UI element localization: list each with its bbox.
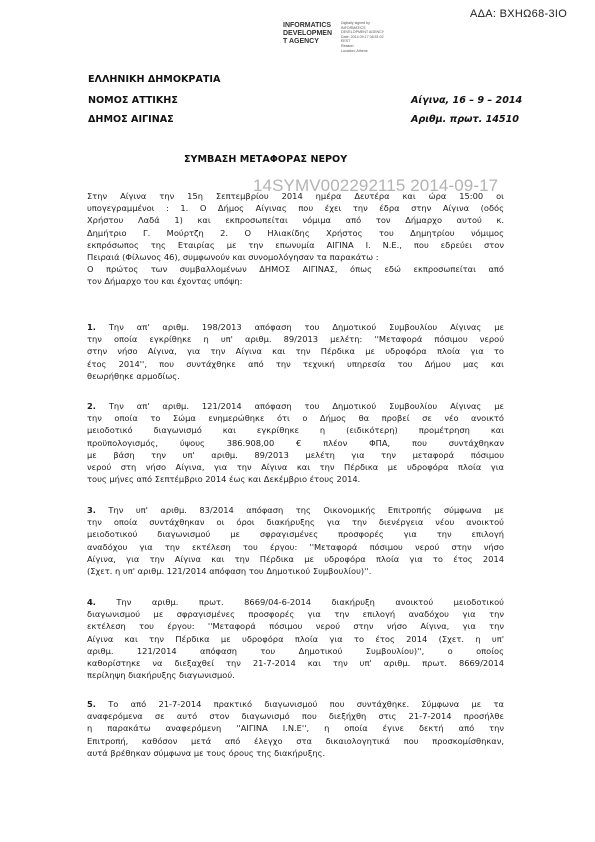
text-line: με βάση την υπ' αριθμ. 89/2013 μελέτη για την μεταφορά πόσιμου bbox=[87, 449, 504, 460]
text-line: υπογεγραμμένοι : 1. Ο Δήμος Αίγινας που έχει την έδρα στην Αίγινα (οδός bbox=[87, 203, 504, 214]
signature-organization bbox=[283, 22, 347, 46]
text-line: αναφερόμενα σε αυτό στον διαγωνισμό που διεξήχθη στις 21-7-2014 προσήλθε bbox=[87, 711, 504, 722]
diavgeia-watermark: 14SYMV002292115 2014-09-17 bbox=[253, 176, 499, 195]
signature-detail-line: Reason: bbox=[341, 43, 355, 48]
text-line: την οποία συντάχθηκαν οι όροι διακήρυξης για την διενέργεια νέου ανοικτού bbox=[87, 517, 504, 528]
text-line: τους μήνες από Σεπτέμβριο 2014 έως και Δεκέμβριο έτους 2014. bbox=[87, 474, 361, 485]
text-line: η παρακάτω αναφερόμενη ''ΑΙΓΙΝΑ Ι.Ν.Ε'', η οποία έγινε δεκτή από την bbox=[87, 723, 504, 734]
signature-org-line: T AGENCY bbox=[283, 38, 319, 45]
clause-5 bbox=[87, 698, 504, 759]
text-line: Την απ' αριθμ. 121/2014 απόφαση του Δημοτικού Συμβουλίου Αίγινας με bbox=[95, 401, 504, 411]
text-line: αυτά βρέθηκαν σύμφωνα με τους όρους της διακήρυξης. bbox=[87, 747, 326, 758]
text-line: Επιτροπή, καθόσον μετά από έλεγχο στα δικαιολογητικά που προσκομίσθηκαν, bbox=[87, 735, 504, 746]
signature-detail-line: Location: Athens bbox=[341, 48, 368, 53]
document-title: ΣΥΜΒΑΣΗ ΜΕΤΑΦΟΡΑΣ ΝΕΡΟΥ bbox=[184, 154, 348, 165]
signature-detail-line: Date: 2014.09.17 08:51:02 bbox=[341, 34, 384, 39]
signature-detail-line: EEST bbox=[341, 39, 351, 44]
text-line: αριθμ. 121/2014 απόφαση του Δημοτικού Συμβουλίου)'', ο οποίος bbox=[87, 645, 504, 656]
header-republic: ΕΛΛΗΝΙΚΗ ΔΗΜΟΚΡΑΤΙΑ bbox=[88, 74, 221, 85]
text-line: στην νήσο Αίγινα, για την Αίγινα και την Πέρδικα με υδροφόρα πλοία για το bbox=[87, 346, 504, 357]
clause-number: 4. bbox=[87, 597, 96, 607]
text-line: Αίγινα, για την Αίγινα και την Πέρδικα με υδροφόρα πλοία για το έτος 2014 bbox=[87, 553, 504, 564]
clause-number: 5. bbox=[87, 699, 96, 709]
text-line: περίληψη διακήρυξης διαγωνισμού. bbox=[87, 670, 235, 681]
signature-org-line: DEVELOPMEN bbox=[283, 30, 333, 37]
clause-number: 2. bbox=[87, 401, 96, 411]
text-line: διαγωνισμού με σφραγισμένες προσφορές για την επιλογή αναδόχου για την bbox=[87, 609, 504, 620]
text-line: την οποία εγκρίθηκε η υπ' αριθμ. 89/2013 μελέτη: ''Μεταφορά πόσιμου νερού bbox=[87, 334, 504, 345]
ada-code: ΑΔΑ: ΒΧΗΩ68-3ΙΟ bbox=[470, 8, 568, 20]
text-line: Αίγινα και την Πέρδικα με υδροφόρα πλοία για το έτος 2014 (Σχετ. η υπ' bbox=[87, 633, 504, 644]
text-line: Την αριθμ. πρωτ. 8669/04-6-2014 διακήρυξη ανοικτού μειοδοτικού bbox=[95, 597, 504, 607]
signature-detail-line: DEVELOPMENT AGENCY bbox=[341, 30, 385, 35]
signature-detail-line: INFORMATICS bbox=[341, 25, 366, 30]
clause-number: 1. bbox=[87, 322, 96, 332]
header-date: Αίγινα, 16 – 9 – 2014 bbox=[411, 95, 523, 106]
header-municipality: ΔΗΜΟΣ ΑΙΓΙΝΑΣ bbox=[88, 114, 174, 125]
text-line: Χρήστου Λαδά 1) και εκπροσωπείται νόμιμα από τον Δήμαρχο αυτού κ. bbox=[87, 215, 504, 226]
signature-detail-line: Digitally signed by bbox=[341, 21, 370, 25]
clause-1 bbox=[87, 321, 504, 382]
text-line: Την απ' αριθμ. 198/2013 απόφαση του Δημοτικού Συμβουλίου Αίγινας με bbox=[95, 322, 504, 332]
text-line: μειοδοτικού διαγωνισμού με σφραγισμένες προσφορές για την επιλογή bbox=[87, 529, 504, 540]
header-protocol-number: Αριθμ. πρωτ. 14510 bbox=[411, 114, 519, 125]
text-line: Πειραιά (Φίλωνος 46), συμφωνούν και συνομολόγησαν τα παρακάτω : bbox=[87, 252, 379, 263]
text-line: Δημήτριο Γ. Μούρτζη 2. Ο Ηλιακίδης Χρήστος του Δημητρίου νόμιμος bbox=[87, 227, 504, 238]
text-line: Στην Αίγινα την 15η Σεπτεμβρίου 2014 ημέρα Δευτέρα και ώρα 15:00 οι bbox=[87, 191, 504, 201]
signature-org-line: INFORMATICS bbox=[283, 22, 332, 29]
text-line: Ο πρώτος των συμβαλλομένων ΔΗΜΟΣ ΑΙΓΙΝΑΣ, όπως εδώ εκπροσωπείται από bbox=[87, 264, 504, 275]
text-line: τον Δήμαρχο του και έχοντας υπόψη: bbox=[87, 276, 243, 287]
clause-2 bbox=[87, 400, 504, 485]
clause-4 bbox=[87, 596, 504, 681]
text-line: μειοδοτικό διαγωνισμό και εγκρίθηκε η (ειδικότερη) προμέτρηση και bbox=[87, 425, 504, 436]
clause-number: 3. bbox=[87, 505, 96, 515]
text-line: θεωρήθηκε αρμοδίως. bbox=[87, 370, 180, 381]
text-line: αναδόχου για την εκτέλεση του έργου: ''Μεταφορά πόσιμου νερού στην νήσο bbox=[87, 541, 504, 552]
text-line: Το από 21-7-2014 πρακτικό διαγωνισμού που συντάχθηκε. Σύμφωνα με τα bbox=[95, 699, 504, 709]
header-prefecture: ΝΟΜΟΣ ΑΤΤΙΚΗΣ bbox=[88, 95, 178, 106]
text-line: εκπρόσωπος της Εταιρίας με την επωνυμία ΑΙΓΙΝΑ Ι. Ν.Ε., που εδρεύει στον bbox=[87, 239, 504, 250]
text-line: την οποία το Σώμα ενημερώθηκε ότι ο Δήμος θα προβεί σε νέο ανοικτό bbox=[87, 413, 504, 424]
text-line: Την υπ' αριθμ. 83/2014 απόφαση της Οικονομικής Επιτροπής σύμφωνα με bbox=[95, 505, 504, 515]
text-line: (Σχετ. η υπ' αριθμ. 121/2014 απόφαση του Δημοτικού Συμβουλίου)''. bbox=[87, 566, 372, 577]
intro-paragraph bbox=[87, 190, 504, 288]
text-line: έτος 2014'', που συντάχθηκε από την τεχνική υπηρεσία του Δήμου μας και bbox=[87, 358, 504, 369]
clause-3 bbox=[87, 504, 504, 577]
signature-details bbox=[341, 21, 401, 53]
text-line: νερού στη νήσο Αίγινα, για την Αίγινα και την Πέρδικα με υδροφόρα πλοία για bbox=[87, 462, 504, 473]
text-line: προϋπολογισμός, ύψους 386.908,00 € πλέον ΦΠΑ, που συντάχθηκαν bbox=[87, 437, 504, 448]
text-line: καθορίστηκε να διεξαχθεί την 21-7-2014 και την υπ' αριθμ. πρωτ. 8669/2014 bbox=[87, 658, 504, 669]
text-line: εκτέλεση του έργου: ''Μεταφορά πόσιμου νερού στην νήσο Αίγινα, για την bbox=[87, 621, 504, 632]
